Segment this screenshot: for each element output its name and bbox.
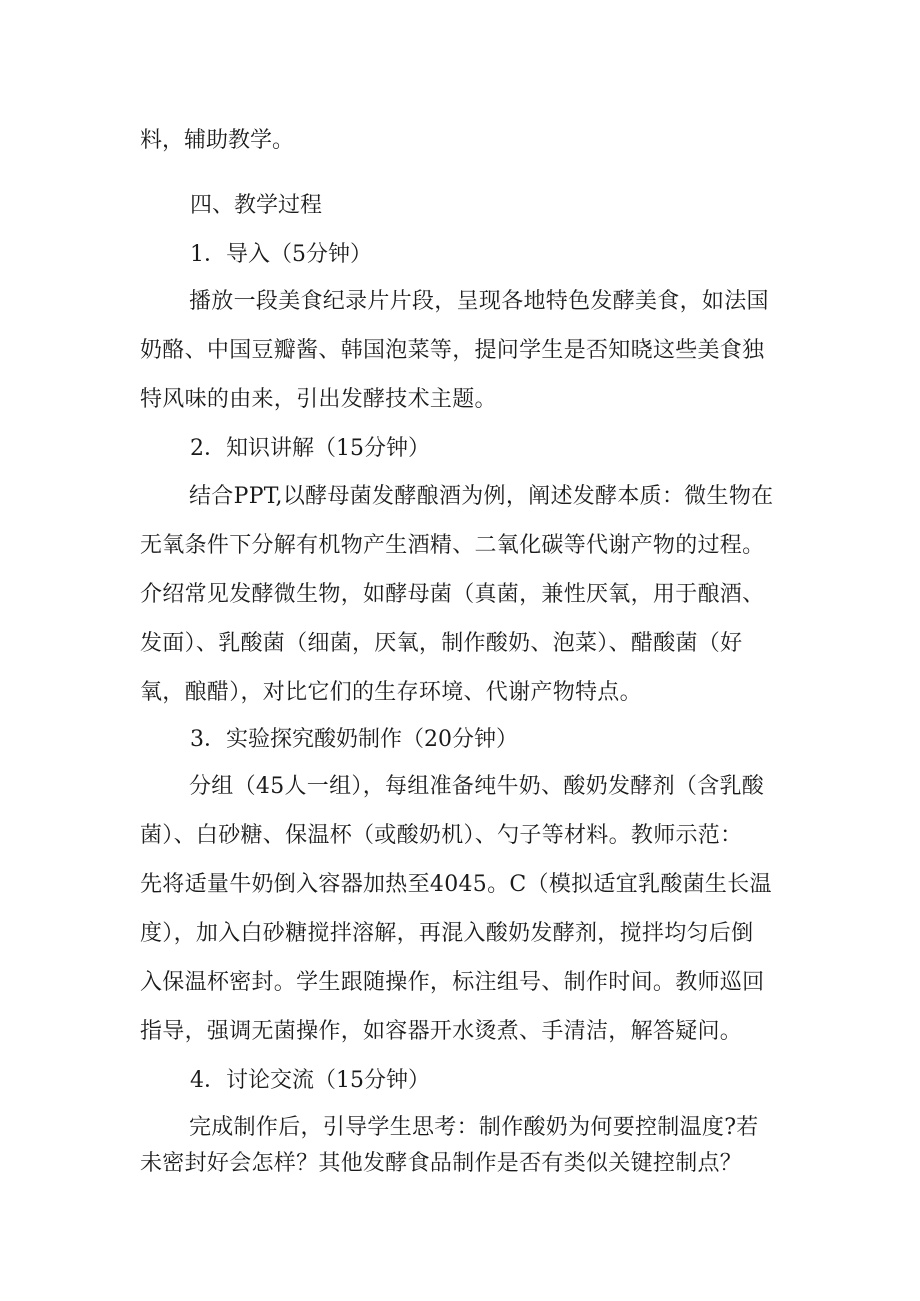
paragraph-line: 播放一段美食纪录片片段，呈现各地特色发酵美食，如法国 <box>189 289 769 314</box>
paragraph-line: 无氧条件下分解有机物产生酒精、二氧化碳等代谢产物的过程。 <box>140 533 765 558</box>
step-2-paragraph <box>140 472 785 717</box>
paragraph-line: 介绍常见发酵微生物，如酵母菌（真菌，兼性厌氧，用于酿酒、 <box>140 582 765 607</box>
paragraph-line: 发面）、乳酸菌（细菌，厌氧，制作酸奶、泡菜）、醋酸菌（好 <box>140 631 743 656</box>
step-4-heading: 4．讨论交流（15分钟） <box>190 1068 430 1093</box>
paragraph-line: 完成制作后，引导学生思考：制作酸奶为何要控制温度?若 <box>189 1115 759 1140</box>
paragraph-line: 入保温杯密封。学生跟随操作，标注组号、制作时间。教师巡回 <box>140 970 765 995</box>
section-heading: 四、教学过程 <box>190 193 323 218</box>
step-1-heading: 1．导入（5分钟） <box>190 242 372 267</box>
paragraph-line: 先将适量牛奶倒入容器加热至4045。C（模拟适宜乳酸菌生长温 <box>140 872 772 897</box>
paragraph-line: 菌）、白砂糖、保温杯（或酸奶机）、勺子等材料。教师示范： <box>140 823 743 848</box>
step-3-paragraph <box>140 762 785 1056</box>
paragraph-line: 未密封好会怎样？其他发酵食品制作是否有类似关键控制点？ <box>140 1151 743 1176</box>
paragraph-line: 氧，酿醋），对比它们的生存环境、代谢产物特点。 <box>140 680 642 705</box>
step-2-heading: 2．知识讲解（15分钟） <box>190 436 430 461</box>
paragraph-line: 度），加入白砂糖搅拌溶解，再混入酸奶发酵剂，搅拌均匀后倒 <box>140 921 754 946</box>
paragraph-line: 分组（45人一组），每组准备纯牛奶、酸奶发酵剂（含乳酸 <box>189 774 765 799</box>
step-1-paragraph <box>140 277 785 424</box>
paragraph-line: 奶酪、中国豆瓣酱、韩国泡菜等，提问学生是否知晓这些美食独 <box>140 338 765 363</box>
continuation-text: 料，辅助教学。 <box>140 128 295 153</box>
paragraph-line: 结合PPT,以酵母菌发酵酿酒为例，阐述发酵本质：微生物在 <box>189 484 774 509</box>
paragraph-line: 指导，强调无菌操作，如容器开水烫煮、手清洁，解答疑问。 <box>140 1019 743 1044</box>
step-3-heading: 3．实验探究酸奶制作（20分钟） <box>190 727 518 752</box>
paragraph-line: 特风味的由来，引出发酵技术主题。 <box>140 387 497 412</box>
step-4-paragraph <box>140 1110 785 1182</box>
